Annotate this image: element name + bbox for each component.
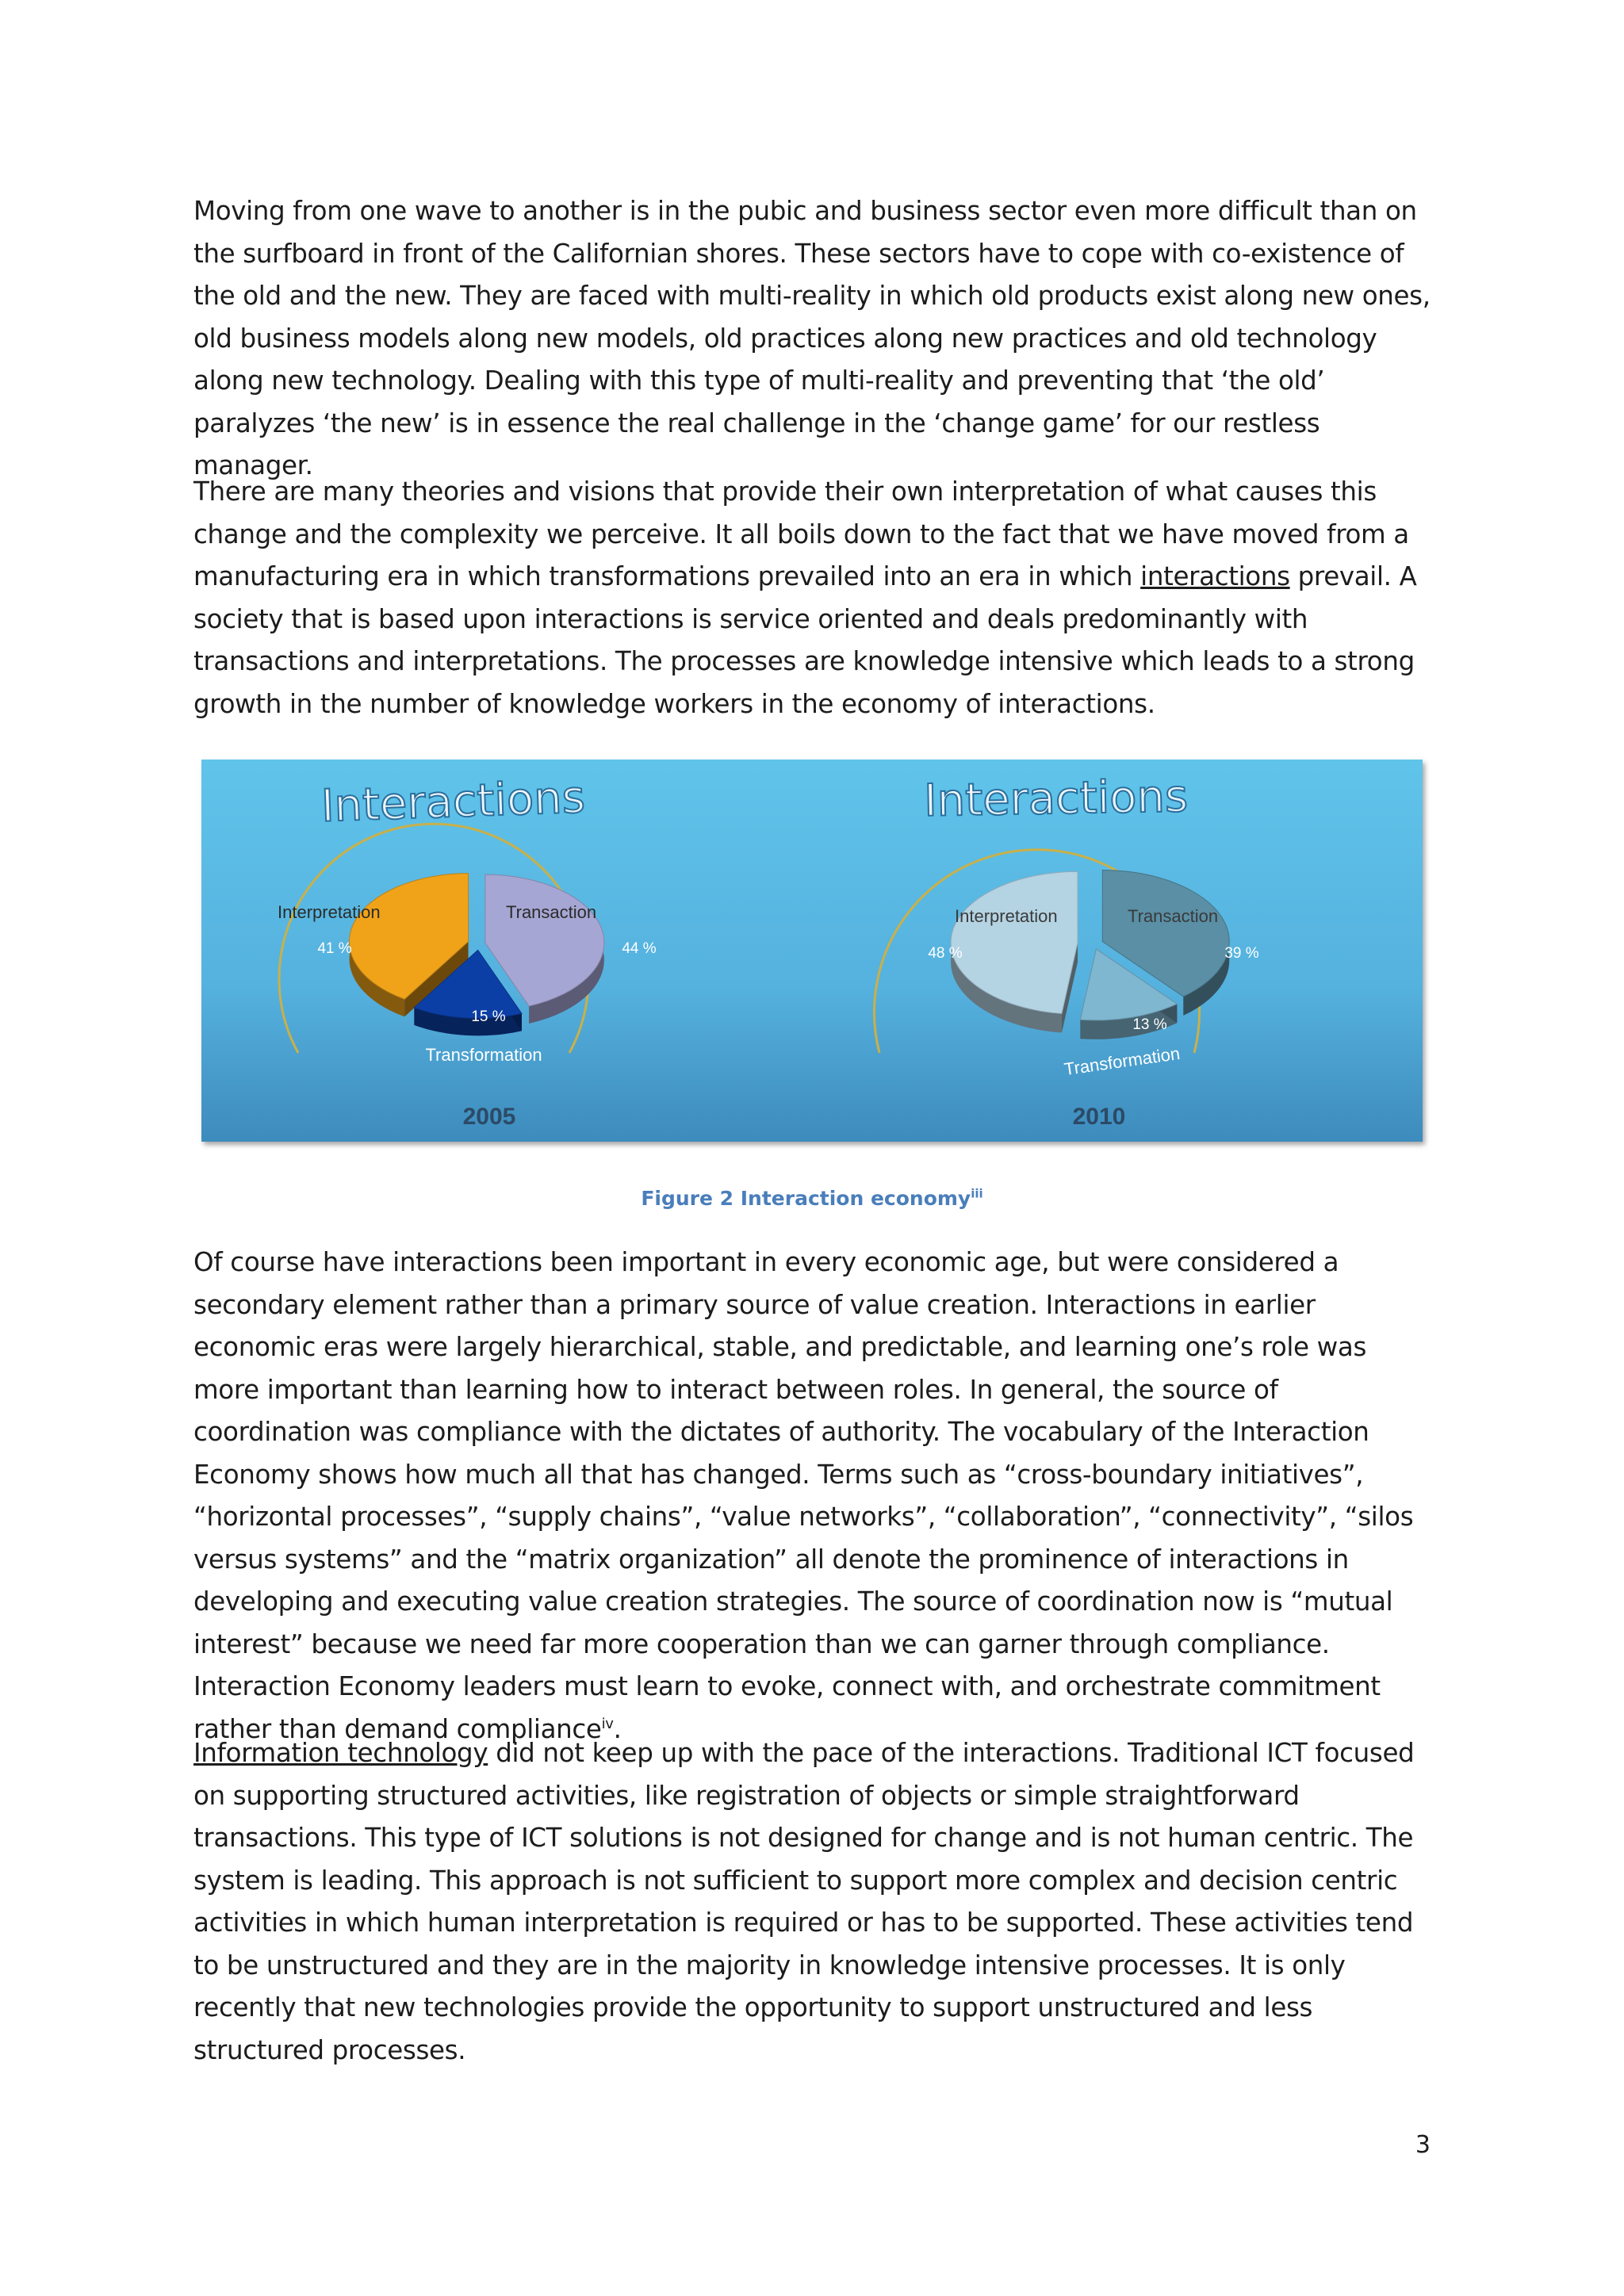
footnote-ref-iv: iv	[601, 1715, 614, 1732]
slice-label-interpretation: Interpretation	[278, 902, 381, 922]
chart-title-2010: Interactions	[923, 771, 1189, 827]
year-label-2010: 2010	[1072, 1104, 1126, 1130]
figure-canvas	[201, 760, 1423, 1142]
caption-text: Figure 2 Interaction economy	[641, 1187, 971, 1210]
year-label-2005: 2005	[462, 1104, 516, 1130]
chart-title-2005: Interactions	[320, 771, 586, 832]
interactions-underlined: interactions	[1140, 561, 1290, 591]
slice-value-interpretation: 48 %	[928, 945, 963, 962]
slice-label-transaction: Transaction	[506, 902, 597, 922]
caption-note-ref: iii	[971, 1186, 983, 1201]
slice-value-transaction: 44 %	[622, 940, 657, 957]
paragraph-4-text: did not keep up with the pace of the interactions. Traditional ICT focused on supporting structured activities, like registration of objects or simple straightforward transactions. This type of ICT solutions is not designed for change and is not human centric. The system is leading. This approach is not sufficient to support more complex and decision centric activities in which human interpretation is required or has to be supported. These activities tend to be unstructured and they are in the majority in knowledge intensive processes. It is only recently that new technologies provide the opportunity to support unstructured and less structured processes.	[193, 1738, 1415, 2065]
slice-label-transformation: Transformation	[425, 1045, 542, 1065]
paragraph-2	[193, 471, 1438, 725]
slice-label-transformation: Transformation	[1063, 1043, 1182, 1080]
paragraph-2-text-a: There are many theories and visions that provide their own interpretation of what causes this change and the complexity we perceive. It all boils down to the fact that we have moved from a manufacturing era in which transformations prevailed into an era in which	[193, 476, 1409, 591]
slice-label-interpretation: Interpretation	[955, 906, 1058, 926]
paragraph-3	[193, 1242, 1438, 1751]
slice-value-interpretation: 41 %	[317, 940, 352, 957]
page-number: 3	[1415, 2131, 1431, 2159]
information-technology-underlined: Information technology	[193, 1738, 488, 1768]
paragraph-2-text-b: prevail. A society that is based upon interactions is service oriented and deals predominantly with transactions and interpretations. The processes are knowledge intensive which leads to a strong growth in the number of knowledge workers in the economy of interactions.	[193, 561, 1417, 719]
paragraph-3-end: .	[613, 1713, 622, 1744]
figure-caption	[0, 1187, 1624, 1210]
slice-label-transaction: Transaction	[1128, 906, 1219, 926]
interaction-economy-figure	[201, 760, 1423, 1142]
paragraph-1: Moving from one wave to another is in the pubic and business sector even more difficult than on the surfboard in front of the Californian shores. These sectors have to cope with co-existence of the old and the new. They are faced with multi-reality in which old products exist along new ones, old business models along new models, old practices along new practices and old technology along new technology. Dealing with this type of multi-reality and preventing that ‘the old’ paralyzes ‘the new’ is in essence the real challenge in the ‘change game’ for our restless manager.	[193, 196, 1431, 480]
paragraph-4	[193, 1732, 1438, 2072]
paragraph-3-text: Of course have interactions been important in every economic age, but were considered a secondary element rather than a primary source of value creation. Interactions in earlier economic eras were largely hierarchical, stable, and predictable, and learning one’s role was more important than learning how to interact between roles. In general, the source of coordination was compliance with the dictates of authority. The vocabulary of the Interaction Economy shows how much all that has changed. Terms such as “cross-boundary initiatives”, “horizontal processes”, “supply chains”, “value networks”, “collaboration”, “connectivity”, “silos versus systems” and the “matrix organization” all denote the prominence of interactions in developing and executing value creation strategies. The source of coordination now is “mutual interest” because we need far more cooperation than we can garner through compliance. Interaction Economy leaders must learn to evoke, connect with, and orchestrate commitment rather than demand compliance	[193, 1247, 1414, 1744]
slice-value-transformation: 15 %	[471, 1008, 506, 1025]
slice-value-transaction: 39 %	[1224, 945, 1259, 962]
slice-value-transformation: 13 %	[1132, 1016, 1167, 1033]
